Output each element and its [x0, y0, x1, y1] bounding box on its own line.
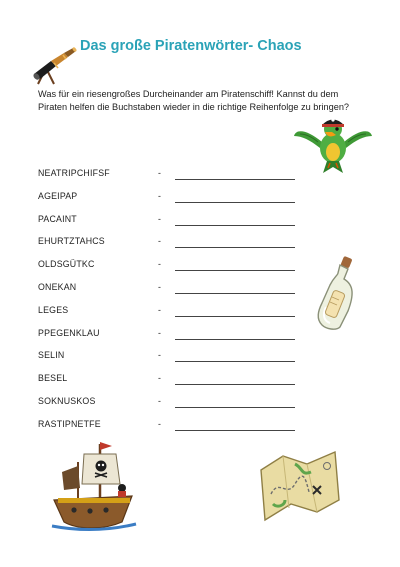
row-dash: -	[158, 168, 161, 178]
telescope-icon	[30, 46, 80, 86]
scrambled-word-list	[38, 168, 308, 442]
scrambled-word: NEATRIPCHIFSF	[38, 168, 110, 178]
scrambled-word: PPEGENKLAU	[38, 327, 100, 338]
scrambled-word: ONEKAN	[38, 281, 77, 292]
row-dash: -	[158, 213, 161, 224]
word-row	[38, 350, 308, 373]
row-dash: -	[158, 304, 161, 315]
answer-line	[175, 247, 295, 248]
scrambled-word: RASTIPNETFE	[38, 418, 101, 429]
word-row	[38, 214, 308, 237]
answer-line	[175, 270, 295, 271]
parrot-icon	[292, 112, 374, 174]
worksheet-title: Das große Piratenwörter- Chaos	[80, 38, 302, 54]
answer-line	[175, 202, 295, 203]
word-row	[38, 328, 308, 351]
word-row	[38, 373, 308, 396]
row-dash: -	[158, 281, 161, 292]
scrambled-word: SELIN	[38, 350, 65, 361]
row-dash: -	[158, 373, 161, 384]
answer-line	[175, 384, 295, 385]
answer-line	[175, 293, 295, 294]
word-row	[38, 305, 308, 328]
scrambled-word: AGEIPAP	[38, 190, 78, 201]
row-dash: -	[158, 190, 161, 201]
message-bottle-icon	[312, 255, 358, 331]
worksheet-intro: Was für ein riesengroßes Durcheinander am Piratenschiff! Kannst du dem Piraten helfen die Buchstaben wieder in die richtige Reihenfolge zu bringen?	[38, 89, 350, 112]
scrambled-word: EHURTZTAHCS	[38, 236, 105, 247]
treasure-map-icon	[255, 448, 343, 524]
row-dash: -	[158, 395, 161, 406]
word-row	[38, 168, 308, 191]
answer-line	[175, 316, 295, 317]
pirate-ship-icon	[48, 440, 140, 532]
row-dash: -	[158, 236, 161, 247]
answer-line	[175, 407, 295, 408]
row-dash: -	[158, 350, 161, 361]
row-dash: -	[158, 327, 161, 338]
word-row	[38, 419, 308, 442]
scrambled-word: BESEL	[38, 373, 68, 384]
scrambled-word: SOKNUSKOS	[38, 395, 96, 406]
word-row	[38, 396, 308, 419]
word-row	[38, 236, 308, 259]
answer-line	[175, 225, 295, 226]
scrambled-word: OLDSGÜTKC	[38, 259, 95, 270]
answer-line	[175, 179, 295, 180]
answer-line	[175, 339, 295, 340]
word-row	[38, 191, 308, 214]
word-row	[38, 259, 308, 282]
scrambled-word: LEGES	[38, 304, 69, 315]
answer-line	[175, 361, 295, 362]
row-dash: -	[158, 418, 161, 429]
scrambled-word: PACAINT	[38, 213, 77, 224]
answer-line	[175, 430, 295, 431]
word-row	[38, 282, 308, 305]
row-dash: -	[158, 259, 161, 270]
